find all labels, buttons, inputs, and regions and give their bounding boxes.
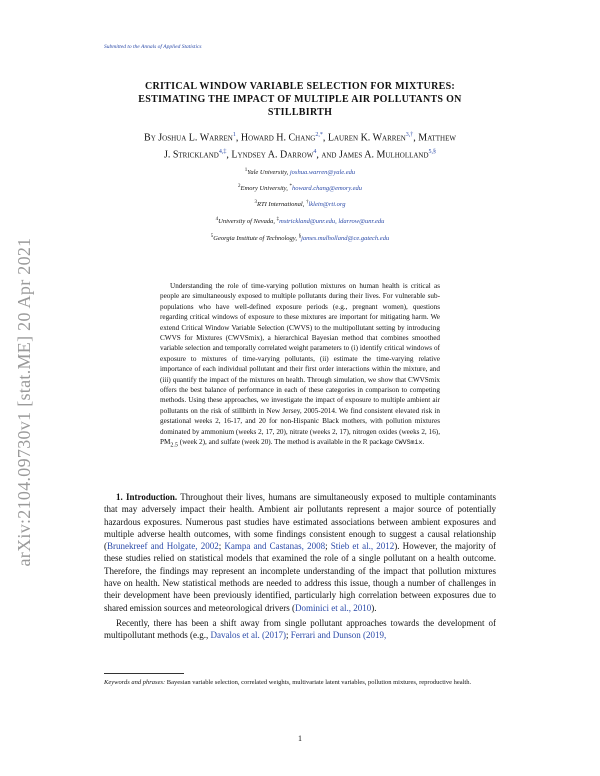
affil-link[interactable]: 3,† — [405, 132, 414, 138]
arxiv-stamp: arXiv:2104.09730v1 [stat.ME] 20 Apr 2021 — [14, 237, 34, 567]
affil-mark: † — [305, 200, 309, 205]
body-text: ; — [218, 541, 225, 552]
affil-link[interactable]: 4,‡ — [218, 149, 227, 156]
citation-link[interactable]: Kampa and Castanas, 2008 — [224, 541, 326, 552]
title-line: CRITICAL WINDOW VARIABLE SELECTION FOR MIXTURES: — [144, 81, 456, 92]
affil-mark: 5 — [210, 234, 214, 239]
abstract-text: Understanding the role of time-varying pollution mixtures on human health is critical as people are simultaneously exposed to multiple pollutants during their lives. For vulnerable sub-populations who have well-defined exposure periods (e.g., pregnant women), questions regarding critical windows of exposure to these mixtures are important for mitigating harm. We extend Critical Window Variable Selection (CWVS) to the multipollutant setting by introducing CWVS for Mixtures (CWVSmix), a hierarchical Bayesian method that combines smoothed variable selection and temporally correlated weight parameters to (i) identify critical windows of exposure to mixtures of time-varying pollutants, (ii) estimate the time-varying relative importance of each individual pollutant and their first order interactions within the mixture, and (iii) quantify the impact of the mixtures on health. Through simulation, we show that CWVSmix offers the best balance of performance in each of these categories in comparison to competing methods. Using these approaches, we investigate the impact of exposure to multiple ambient air pollutants on the risk of stillbirth in New Jersey, 2005-2014. We find consistent elevated risk in gestational weeks 2, 16-17, and 20 for non-Hispanic Black mothers, with pollution mixtures dominated by ammonium (weeks 2, 17, 20), nitrate (weeks 2, 17), nitrogen oxides (weeks 2, 16), PM — [160, 282, 440, 447]
keywords-label: Keywords and phrases: — [104, 679, 166, 686]
header-note: Submitted to the Annals of Applied Statistics — [104, 44, 202, 50]
body-text: ). — [371, 602, 377, 613]
affil-name: Emory University, — [240, 185, 290, 193]
affiliation — [104, 217, 496, 225]
abstract-text: (week 2), and sulfate (week 20). The method is available in the R package — [177, 438, 395, 447]
affiliation — [104, 168, 496, 176]
citation-link[interactable]: Stieb et al., 2012 — [330, 541, 395, 552]
affil-link[interactable]: 5,§ — [428, 149, 437, 156]
abstract-text: . — [422, 438, 425, 447]
affil-mark: 3 — [254, 200, 258, 205]
citation-link[interactable]: Dominici et al., 2010 — [294, 602, 372, 613]
author-name: , Lauren K. Warren — [322, 132, 406, 144]
affil-mark: 2 — [238, 184, 241, 189]
paper-title — [104, 80, 496, 119]
affil-email[interactable]: howard.chang@emory.edu — [291, 185, 362, 193]
affil-mark: § — [298, 234, 302, 239]
affil-email[interactable]: lklein@rti.org — [308, 201, 346, 209]
paragraph — [104, 617, 496, 642]
footnote-rule — [104, 673, 184, 674]
body-text: ; — [285, 630, 291, 641]
affil-name: Georgia Institute of Technology, — [213, 235, 299, 243]
affil-name: RTI International, — [257, 201, 306, 209]
body-text: Recently, there has been a shift away from single pollutant approaches towards the development of multipollutant methods (e.g., — [104, 617, 496, 641]
affiliation — [104, 200, 496, 208]
author-name: , and James A. Mulholland — [316, 149, 429, 161]
affiliation — [104, 234, 496, 242]
affil-link[interactable]: 2,* — [315, 132, 323, 138]
body-text: ). However, the majority of these studies relied on statistical models that examined the role of a single pollutant on a health outcome. Therefore, the findings may represent an incomplete understanding of the impact that pollution mixtures have on health. New statistical methods are needed to address this issue, though a number of challenges in their development have been previously identified, particularly high correlation between exposures due to shared emission sources and meteorological drivers ( — [104, 541, 496, 613]
author-list — [104, 128, 496, 163]
abstract — [160, 281, 440, 451]
page-number: 1 — [298, 734, 302, 743]
affil-name: University of Nevada, — [218, 218, 277, 226]
package-name: CWVSmix — [394, 439, 423, 447]
affil-mark: 4 — [215, 217, 219, 222]
affil-mark: 1 — [244, 168, 248, 173]
body-text: ; — [325, 541, 331, 552]
author-name: J. Strickland — [163, 149, 219, 161]
affiliation — [104, 184, 496, 192]
citation-link[interactable]: Brunekreef and Holgate, 2002 — [107, 541, 219, 552]
paragraph — [104, 491, 496, 614]
citation-link[interactable]: Davalos et al. (2017) — [210, 630, 286, 641]
title-line: ESTIMATING THE IMPACT OF MULTIPLE AIR POLLUTANTS ON — [138, 94, 462, 105]
author-name: , Howard H. Chang — [235, 132, 316, 144]
section-heading: 1. Introduction. — [116, 492, 178, 502]
affil-name: Yale University, — [247, 169, 290, 177]
introduction — [104, 491, 496, 645]
affil-email[interactable]: mstrickland@unr.edu, ldarrow@unr.edu — [279, 218, 385, 226]
author-name: , Matthew — [413, 132, 456, 144]
affil-email[interactable]: joshua.warren@yale.edu — [289, 169, 356, 177]
affil-mark: ‡ — [276, 217, 280, 222]
author-name: By Joshua L. Warren — [144, 132, 233, 144]
affil-mark: * — [289, 184, 292, 189]
body-text: Throughout their lives, humans are simultaneously exposed to multiple contaminants that may adversely impact their health. Ambient air pollutants represent a major source of potentially hazardous exposures. Numerous past studies have estimated associations between ambient exposures and multiple adverse health outcomes, with some findings consistent enough to suggest a causal relationship ( — [104, 492, 496, 552]
keywords-footnote — [104, 678, 496, 688]
affil-link[interactable]: 4 — [313, 149, 317, 156]
title-line: STILLBIRTH — [267, 107, 333, 118]
keywords-text: Bayesian variable selection, correlated weights, multivariate latent variables, pollution mixtures, reproductive health. — [165, 679, 472, 686]
abstract-subscript: 2.5 — [170, 442, 178, 449]
citation-link[interactable]: Ferrari and Dunson (2019, — [290, 630, 387, 641]
affil-email[interactable]: james.mulholland@ce.gatech.edu — [301, 235, 390, 243]
affil-link[interactable]: 1 — [232, 132, 236, 138]
author-name: , Lyndsey A. Darrow — [226, 149, 314, 161]
